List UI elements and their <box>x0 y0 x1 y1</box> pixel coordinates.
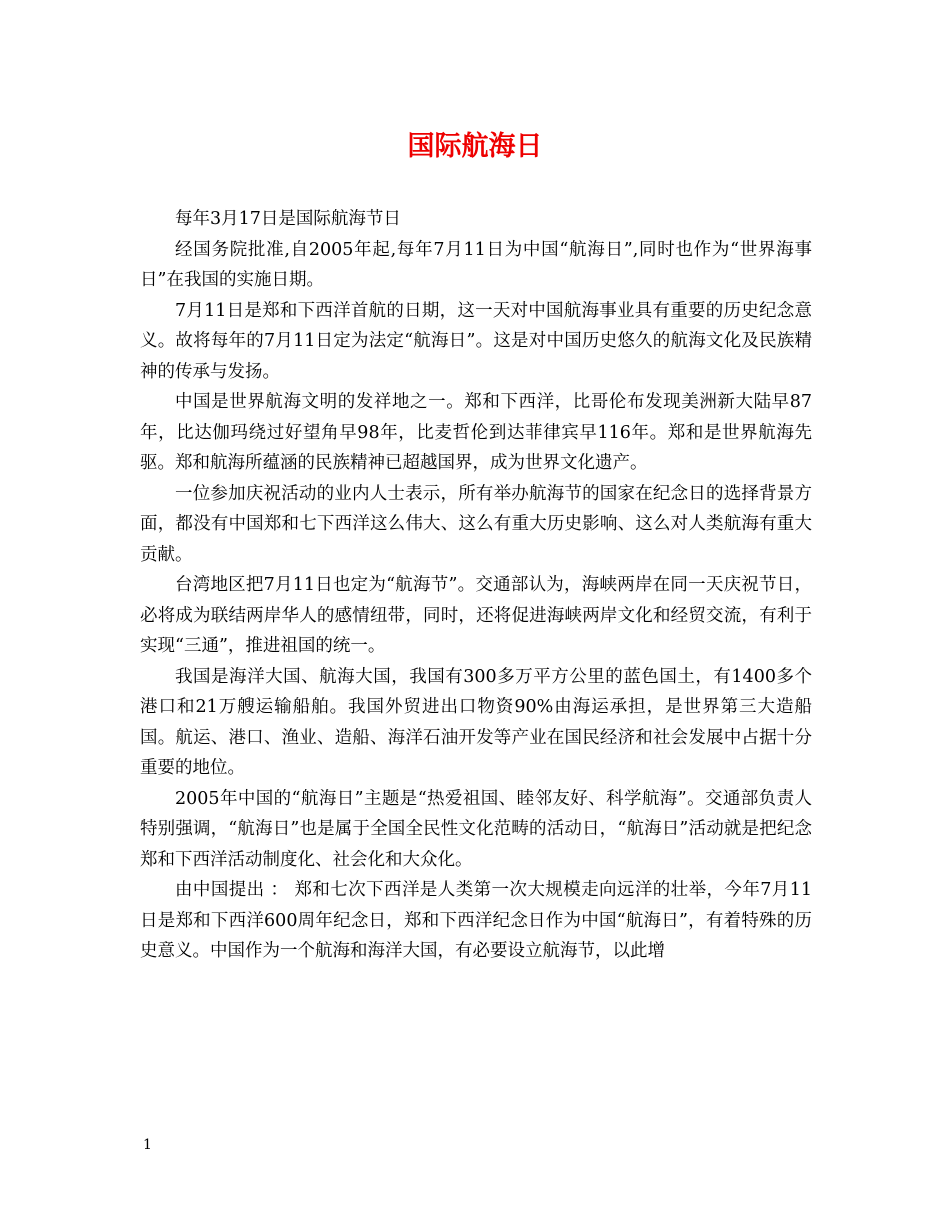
document-body <box>140 204 812 967</box>
document-title: 国际航海日 <box>407 131 543 162</box>
page-number: 1 <box>143 1137 152 1153</box>
paragraph: 我国是海洋大国、航海大国，我国有300多万平方公里的蓝色国土，有1400多个港口和21万艘运输船舶。我国外贸进出口物资90%由海运承担，是世界第三大造船国。航运、港口、渔业、造船、海洋石油开发等产业在国民经济和社会发展中占据十分重要的地位。 <box>140 666 812 778</box>
paragraph: 台湾地区把7月11日也定为“航海节”。交通部认为，海峡两岸在同一天庆祝节日，必将成为联结两岸华人的感情纽带，同时，还将促进海峡两岸文化和经贸交流，有利于实现“三通”，推进祖国的统一。 <box>140 575 812 656</box>
paragraph: 中国是世界航海文明的发祥地之一。郑和下西洋，比哥伦布发现美洲新大陆早87年，比达伽玛绕过好望角早98年，比麦哲伦到达菲律宾早116年。郑和是世界航海先驱。郑和航海所蕴涵的民族精神已超越国界，成为世界文化遗产。 <box>140 392 812 473</box>
paragraph: 一位参加庆祝活动的业内人士表示，所有举办航海节的国家在纪念日的选择背景方面，都没有中国郑和七下西洋这么伟大、这么有重大历史影响、这么对人类航海有重大贡献。 <box>140 483 812 565</box>
paragraph: 每年3月17日是国际航海节日 <box>175 209 401 229</box>
paragraph: 2005年中国的“航海日”主题是“热爱祖国、睦邻友好、科学航海”。交通部负责人特别强调，“航海日”也是属于全国全民性文化范畴的活动日，“航海日”活动就是把纪念郑和下西洋活动制度化、社会化和大众化。 <box>140 788 812 870</box>
paragraph: 7月11日是郑和下西洋首航的日期，这一天对中国航海事业具有重要的历史纪念意义。故将每年的7月11日定为法定“航海日”。这是对中国历史悠久的航海文化及民族精神的传承与发扬。 <box>140 300 812 382</box>
paragraph: 由中国提出 ： 郑和七次下西洋是人类第一次大规模走向远洋的壮举，今年7月11日是郑和下西洋600周年纪念日，郑和下西洋纪念日作为中国“航海日”，有着特殊的历史意义。中国作为一个航海和海洋大国，有必要设立航海节，以此增 <box>140 880 812 961</box>
paragraph: 经国务院批准,自2005年起,每年7月11日为中国“航海日”,同时也作为“世界海事日”在我国的实施日期。 <box>140 239 812 290</box>
